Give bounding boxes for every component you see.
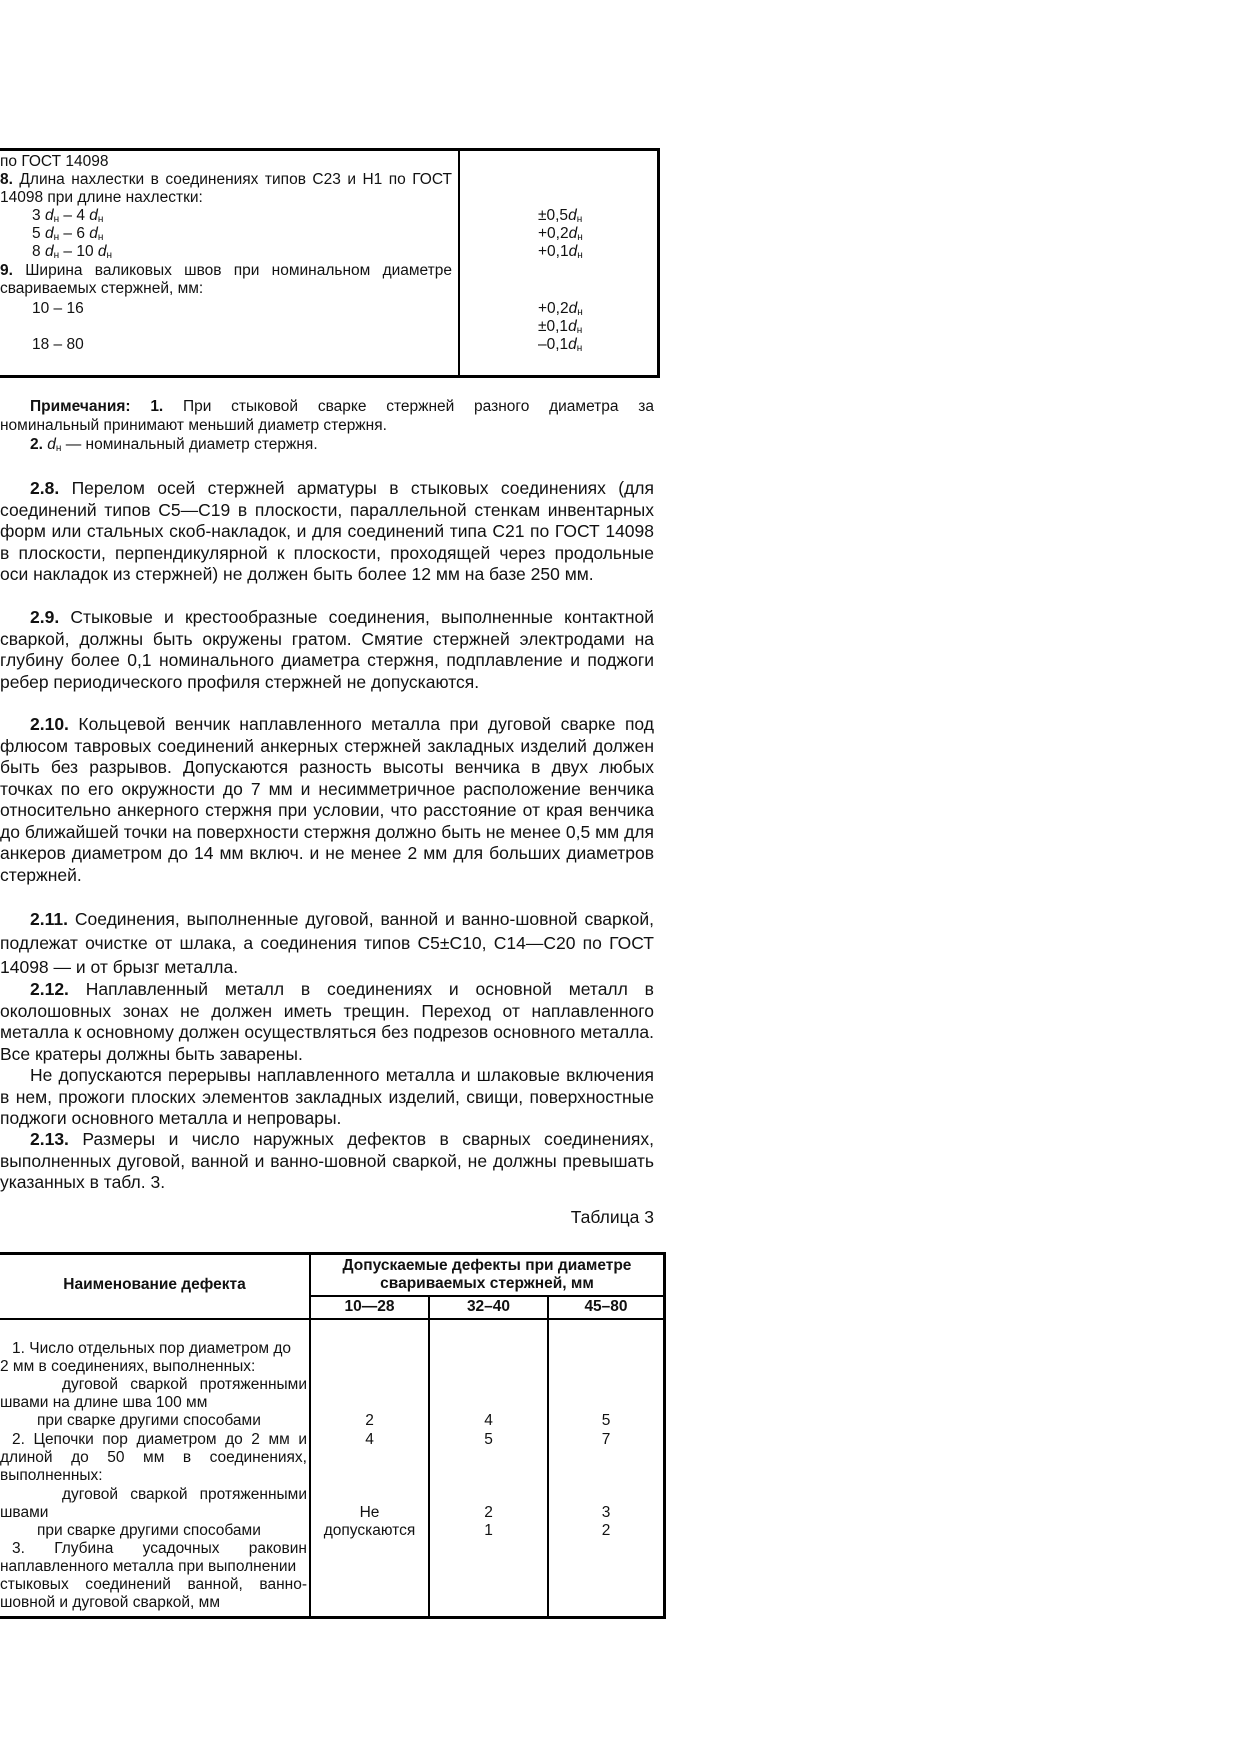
table-row-text: по ГОСТ 14098 bbox=[0, 153, 109, 170]
paragraph-2-12 bbox=[0, 979, 654, 1065]
defect-3-line: наплавленного металла при выполнении bbox=[0, 1558, 297, 1575]
defect-1-line: 1. Число отдельных пор диаметром до bbox=[12, 1340, 291, 1357]
value-cell: 5 bbox=[484, 1431, 493, 1448]
table-row-text: 14098 при длине нахлестки: bbox=[0, 189, 203, 206]
paragraph-2-8 bbox=[0, 478, 654, 586]
tolerance-value: $\pm 0,5d_н$ bbox=[538, 207, 583, 225]
defect-1-line: дуговой сваркой протяженными bbox=[62, 1376, 307, 1393]
notes-label: Примечания: bbox=[30, 398, 131, 415]
item-text: Длина нахлестки в соединениях типов С23 и Н1 по ГОСТ bbox=[19, 171, 452, 188]
paragraph-number: 2.9. bbox=[30, 607, 60, 627]
tolerance-value: $\pm 0,1d_н$ bbox=[538, 318, 583, 336]
value-cell: 2 bbox=[601, 1522, 611, 1539]
header-divider bbox=[309, 1295, 663, 1297]
tolerance-value: $+0,2d_н$ bbox=[538, 225, 583, 243]
defect-3-line: 3. Глубина усадочных раковин bbox=[12, 1540, 307, 1557]
diameter-range: 18 – 80 bbox=[32, 336, 84, 353]
value-cell: допускаются bbox=[323, 1522, 416, 1539]
defect-2-line: при сварке другими способами bbox=[37, 1522, 261, 1539]
defect-1-line: швами на длине шва 100 мм bbox=[0, 1394, 208, 1411]
value-cell: 2 bbox=[365, 1412, 374, 1429]
paragraph-number: 2.12. bbox=[30, 979, 69, 999]
group-header-line-1: Допускаемые дефекты при диаметре bbox=[342, 1257, 632, 1274]
paragraph-2-9 bbox=[0, 607, 654, 693]
defect-2-line: длиной до 50 мм в соединениях, bbox=[0, 1449, 307, 1466]
column-header-defect: Наименование дефекта bbox=[63, 1276, 246, 1293]
note-number: 1. bbox=[150, 398, 164, 415]
defects-table bbox=[0, 1252, 666, 1619]
defect-1-line: при сварке другими способами bbox=[37, 1412, 261, 1429]
defect-1-line: 2 мм в соединениях, выполненных: bbox=[0, 1358, 256, 1375]
table-caption: Таблица 3 bbox=[570, 1207, 654, 1227]
table-divider bbox=[458, 151, 460, 375]
header-bottom-line bbox=[0, 1318, 663, 1320]
paragraph-2-11 bbox=[0, 907, 654, 979]
paragraph-text: Размеры и число наружных дефектов в сварных соединениях, выполненных дуговой, ванной и ванно-шовной сваркой, не должны превышать указанных в табл. 3. bbox=[0, 1129, 654, 1192]
value-cell: 1 bbox=[484, 1522, 493, 1539]
note-1-continued: номинальный принимают меньший диаметр стержня. bbox=[0, 417, 387, 434]
column-divider bbox=[428, 1295, 430, 1616]
item-number: 8. bbox=[0, 171, 13, 188]
defect-2-line: выполненных: bbox=[0, 1467, 103, 1484]
note-2: 2. $d_н$ — номинальный диаметр стержня. bbox=[30, 436, 318, 454]
lap-length-range: 5 $d_н - 6$ $d_н$ bbox=[32, 225, 104, 243]
sub-header-45-80: 45–80 bbox=[584, 1298, 628, 1315]
note-1 bbox=[30, 398, 654, 416]
item-text: Ширина валиковых швов при номинальном диаметре bbox=[25, 262, 452, 279]
value-cell: Не bbox=[359, 1504, 380, 1521]
note-text: При стыковой сварке стержней разного диаметра за bbox=[183, 398, 654, 415]
value-cell: 4 bbox=[484, 1412, 493, 1429]
table-row-text: свариваемых стержней, мм: bbox=[0, 280, 204, 297]
paragraph-text: Наплавленный металл в соединениях и основной металл в околошовных зонах не должен иметь трещин. Переход от наплавленного металла к основному должен осуществляться без подрезов основного металла. Все кратеры должны быть заварены. bbox=[0, 979, 654, 1064]
value-cell: 2 bbox=[484, 1504, 493, 1521]
defect-2-line: дуговой сваркой протяженными bbox=[62, 1486, 307, 1503]
column-divider bbox=[547, 1295, 549, 1616]
paragraph-number: 2.10. bbox=[30, 714, 69, 734]
value-cell: 7 bbox=[601, 1431, 611, 1448]
defect-2-line: 2. Цепочки пор диаметром до 2 мм и bbox=[12, 1431, 307, 1448]
sub-header-10-28: 10—28 bbox=[344, 1298, 395, 1315]
defect-3-line: стыковых соединений ванной, ванно- bbox=[0, 1576, 307, 1593]
sub-header-32-40: 32–40 bbox=[466, 1298, 511, 1315]
paragraph-no-number bbox=[0, 1065, 654, 1130]
paragraph-2-10 bbox=[0, 714, 654, 886]
tolerance-value: $+0,1d_н$ bbox=[538, 243, 583, 261]
paragraph-text: Не допускаются перерывы наплавленного металла и шлаковые включения в нем, прожоги плоских элементов закладных изделий, свищи, поверхностные поджоги основного металла и непровары. bbox=[0, 1065, 654, 1128]
paragraph-text: Стыковые и крестообразные соединения, выполненные контактной сваркой, должны быть окружены гратом. Смятие стержней электродами на глубину более 0,1 номинального диаметра стержня, подплавление и поджоги ребер периодического профиля стержней не допускаются. bbox=[0, 607, 654, 692]
table-row-item-8 bbox=[0, 171, 452, 189]
group-header-line-2: свариваемых стержней, мм bbox=[380, 1275, 594, 1292]
paragraph-number: 2.13. bbox=[30, 1129, 69, 1149]
item-number: 9. bbox=[0, 262, 13, 279]
value-cell: 4 bbox=[365, 1431, 374, 1448]
paragraph-2-13 bbox=[0, 1129, 654, 1194]
tolerance-table bbox=[0, 148, 660, 378]
table-row-item-9 bbox=[0, 262, 452, 280]
lap-length-range: 8 $d_н - 10$ $d_н$ bbox=[32, 243, 113, 261]
paragraph-text: Соединения, выполненные дуговой, ванной и ванно-шовной сваркой, подлежат очистке от шлака, а соединения типов С5±С10, С14—С20 по ГОСТ 14098 — и от брызг металла. bbox=[0, 909, 654, 977]
paragraph-number: 2.8. bbox=[30, 478, 60, 498]
defect-3-line: шовной и дуговой сваркой, мм bbox=[0, 1594, 220, 1611]
paragraph-text: Кольцевой венчик наплавленного металла при дуговой сварке под флюсом тавровых соединений анкерных стержней закладных изделий должен быть без разрывов. Допускаются разность высоты венчика в двух любых точках по его окружности до 7 мм и несимметричное расположение венчика относительно анкерного стержня при условии, что расстояние от края венчика до ближайшей точки на поверхности стержня должно быть не менее 0,5 мм для анкеров диаметром до 14 мм включ. и не менее 2 мм для больших диаметров стержней. bbox=[0, 714, 654, 885]
value-cell: 3 bbox=[601, 1504, 611, 1521]
value-cell: 5 bbox=[601, 1412, 611, 1429]
paragraph-number: 2.11. bbox=[30, 909, 68, 929]
diameter-range: 10 – 16 bbox=[32, 300, 84, 317]
paragraph-text: Перелом осей стержней арматуры в стыковых соединениях (для соединений типов С5—С19 в плоскости, параллельной стенкам инвентарных форм или стальных скоб-накладок, и для соединений типа С21 по ГОСТ 14098 в плоскости, перпендикулярной к плоскости, проходящей через продольные оси накладок из стержней) не должен быть более 12 мм на базе 250 мм. bbox=[0, 478, 654, 584]
tolerance-value: $-0,1d_н$ bbox=[538, 336, 583, 354]
lap-length-range: 3 $d_н - 4$ $d_н$ bbox=[32, 207, 104, 225]
note-number: 2. bbox=[30, 436, 43, 453]
tolerance-value: $+0,2d_н$ bbox=[538, 300, 583, 318]
defect-2-line: швами bbox=[0, 1504, 49, 1521]
